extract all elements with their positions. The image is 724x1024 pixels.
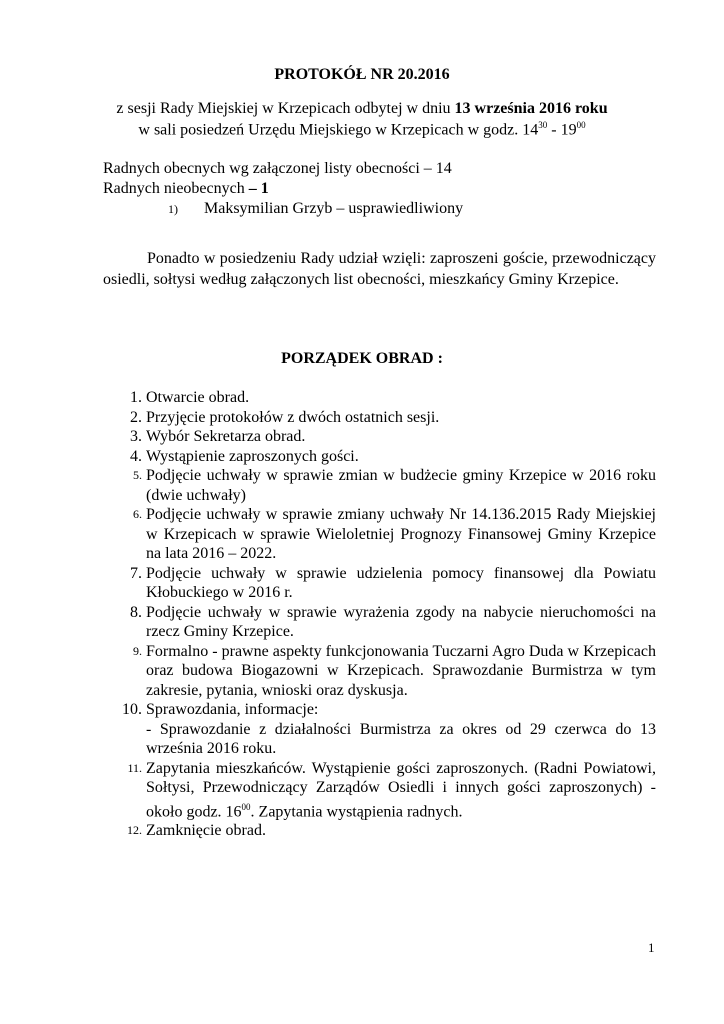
agenda-item-text: Wystąpienie zaproszonych gości. xyxy=(146,447,359,465)
time-minutes: 00 xyxy=(241,801,251,812)
agenda-item-text: Podjęcie uchwały w sprawie zmiany uchwały Nr 14.136.2015 Rady Miejskiej w Krzepicach w sprawie Wieloletniej Prognozy Finansowej Gminy Krzepice na lata 2016 – 2022. xyxy=(146,506,656,562)
agenda-item-text: Sprawozdania, informacje: xyxy=(146,701,319,718)
present-count: Radnych obecnych wg załączonej listy obecności – 14 xyxy=(103,160,452,177)
agenda-item xyxy=(104,408,656,428)
guests-paragraph: Ponadto w posiedzeniu Rady udział wzięli: zaproszeni goście, przewodniczący osiedli, sołtysi według załączonych list obecności, mieszkańcy Gminy Krzepice. xyxy=(103,250,656,288)
time-end-minutes: 00 xyxy=(576,120,586,130)
agenda-item-number: 1. xyxy=(130,389,142,406)
agenda-item-text: Podjęcie uchwały w sprawie udzielenia pomocy finansowej dla Powiatu Kłobuckiego w 2016 r. xyxy=(146,564,656,601)
agenda-item xyxy=(104,821,656,841)
agenda-title: PORZĄDEK OBRAD : xyxy=(281,350,443,367)
absent-count-line xyxy=(103,180,269,198)
agenda-item xyxy=(104,505,656,564)
agenda-item xyxy=(104,642,656,701)
session-info-text: z sesji Rady Miejskiej w Krzepicach odbytej w dniu xyxy=(116,100,455,117)
agenda-item-number: 12. xyxy=(127,823,142,838)
time-separator: - 19 xyxy=(547,121,577,139)
agenda-item-number: 9. xyxy=(133,643,142,658)
absent-list-text: Maksymilian Grzyb – usprawiedliwiony xyxy=(204,200,464,217)
agenda-item-subtext: - Sprawozdanie z działalności Burmistrza za okres od 29 czerwca do 13 września 2016 roku. xyxy=(146,720,656,757)
agenda-item-text: Przyjęcie protokołów z dwóch ostatnich sesji. xyxy=(146,408,440,426)
agenda-item-number: 5. xyxy=(133,468,142,482)
session-location-text: w sali posiedzeń Urzędu Miejskiego w Krzepicach w godz. 14 xyxy=(138,121,539,139)
agenda-item-number: 3. xyxy=(130,428,142,445)
agenda-item xyxy=(104,564,656,603)
absent-list-item xyxy=(168,200,463,218)
agenda-item-text-end: . Zapytania wystąpienia radnych. xyxy=(250,802,463,820)
agenda-item xyxy=(104,466,656,505)
agenda-item-number: 10. xyxy=(122,701,142,718)
page-number: 1 xyxy=(648,940,655,955)
agenda-item-text: Wybór Sekretarza obrad. xyxy=(146,428,306,445)
agenda-item xyxy=(104,700,656,759)
absent-count: – 1 xyxy=(248,180,269,197)
document-title: PROTOKÓŁ NR 20.2016 xyxy=(274,66,450,83)
agenda-item-number: 7. xyxy=(130,564,142,582)
absent-list-number: 1) xyxy=(168,202,178,216)
agenda-item-text: Otwarcie obrad. xyxy=(146,389,250,406)
agenda-list xyxy=(104,388,656,841)
session-info-line xyxy=(0,100,724,118)
session-location-line xyxy=(0,120,724,139)
agenda-item xyxy=(104,427,656,447)
time-start-minutes: 30 xyxy=(538,120,548,130)
agenda-item-text: Podjęcie uchwały w sprawie zmian w budżecie gminy Krzepice w 2016 roku (dwie uchwały) xyxy=(146,467,656,504)
absent-label: Radnych nieobecnych xyxy=(103,180,249,197)
agenda-item-text: Podjęcie uchwały w sprawie wyrażenia zgody na nabycie nieruchomości na rzecz Gminy Krzepice. xyxy=(146,603,656,640)
agenda-item-number: 6. xyxy=(133,507,142,521)
agenda-item xyxy=(104,759,656,822)
agenda-item-text: Zamknięcie obrad. xyxy=(146,822,266,840)
session-date: 13 września 2016 roku xyxy=(454,100,608,117)
agenda-item xyxy=(104,603,656,642)
agenda-item-number: 2. xyxy=(130,408,142,426)
agenda-item-number: 11. xyxy=(127,760,142,775)
agenda-item xyxy=(104,447,656,467)
agenda-item-text: Formalno - prawne aspekty funkcjonowania Tuczarni Agro Duda w Krzepicach oraz budowa Biogazowni w Krzepicach. Sprawozdanie Burmistrza w tym zakresie, pytania, wnioski oraz dyskusja. xyxy=(146,642,656,699)
agenda-item-number: 8. xyxy=(130,603,142,621)
agenda-item xyxy=(104,388,656,408)
agenda-item-text: Zapytania mieszkańców. Wystąpienie gości zaproszonych. (Radni Powiatowi, Sołtysi, Przewodniczący Zarządów Osiedli i innych gości zaproszonych) - około godz. 16 xyxy=(146,759,656,820)
agenda-item-number: 4. xyxy=(130,447,142,465)
